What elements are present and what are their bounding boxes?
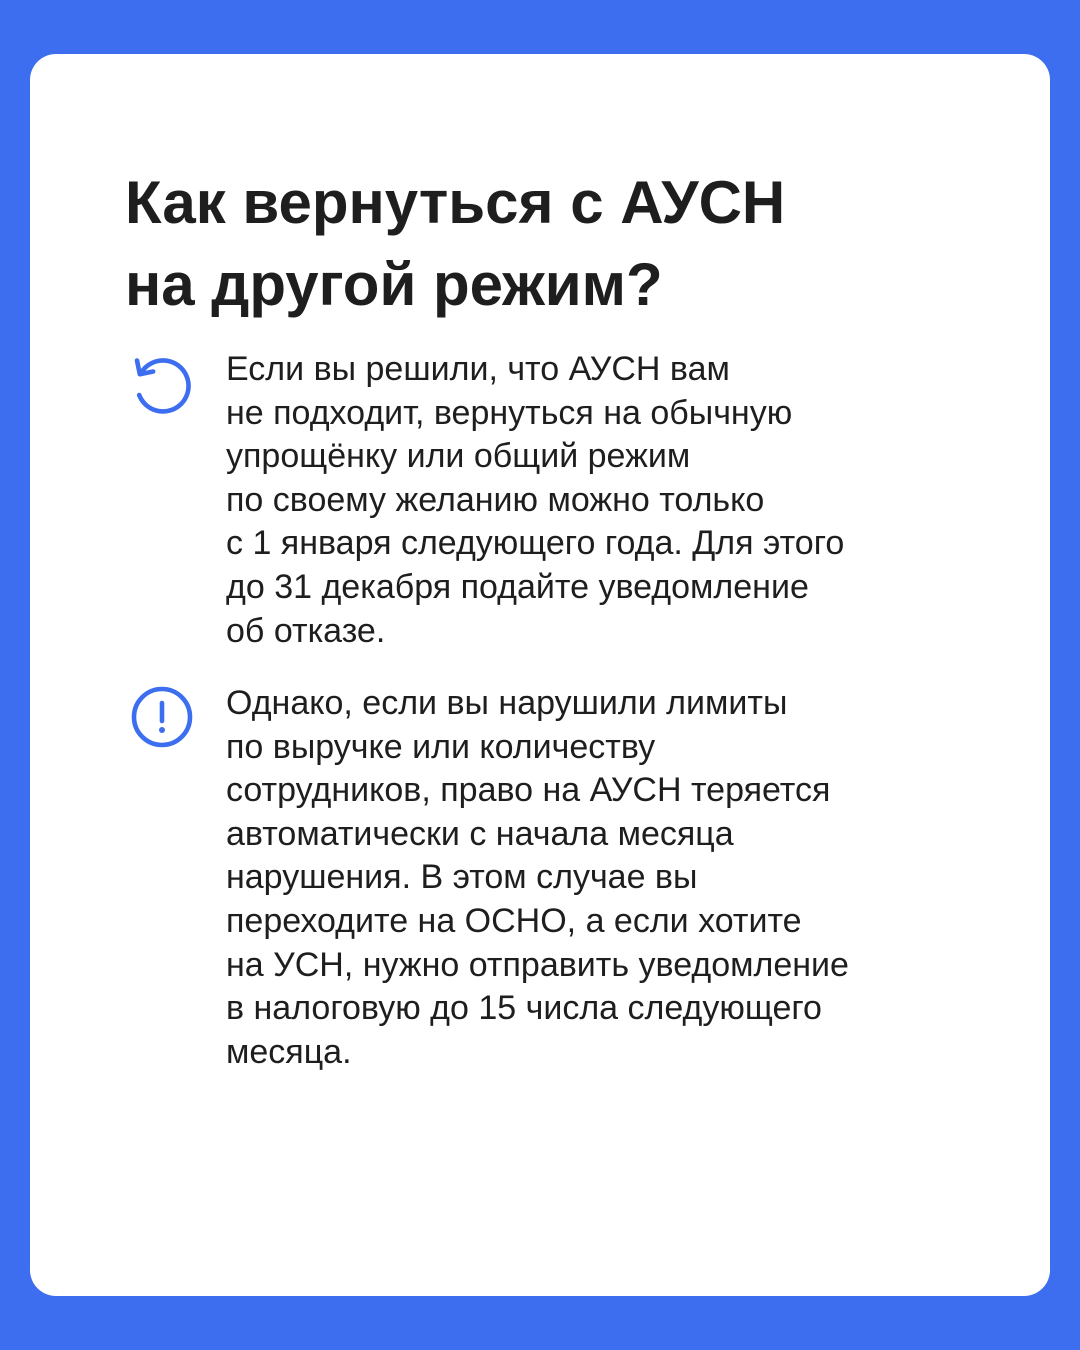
exclamation-circle-icon: [126, 681, 198, 753]
info-text-return: Если вы решили, что АУСН вам не подходит, вернуться на обычную упрощёнку или общий режим по своему желанию можно только с 1 января следующего года. Для этого до 31 декабря подайте уведомление об отказе.: [226, 350, 845, 650]
info-text-warning: Однако, если вы нарушили лимиты по выручке или количеству сотрудников, право на АУСН теряется автоматически с начала месяца нарушения. В этом случае вы переходите на ОСНО, а если хотите на УСН, нужно отправить уведомление в налоговую до 15 числа следующего месяца.: [226, 684, 849, 1071]
content-card: [30, 54, 1050, 1296]
undo-icon: [126, 348, 198, 420]
page-title: Как вернуться с АУСН на другой режим?: [125, 169, 786, 318]
